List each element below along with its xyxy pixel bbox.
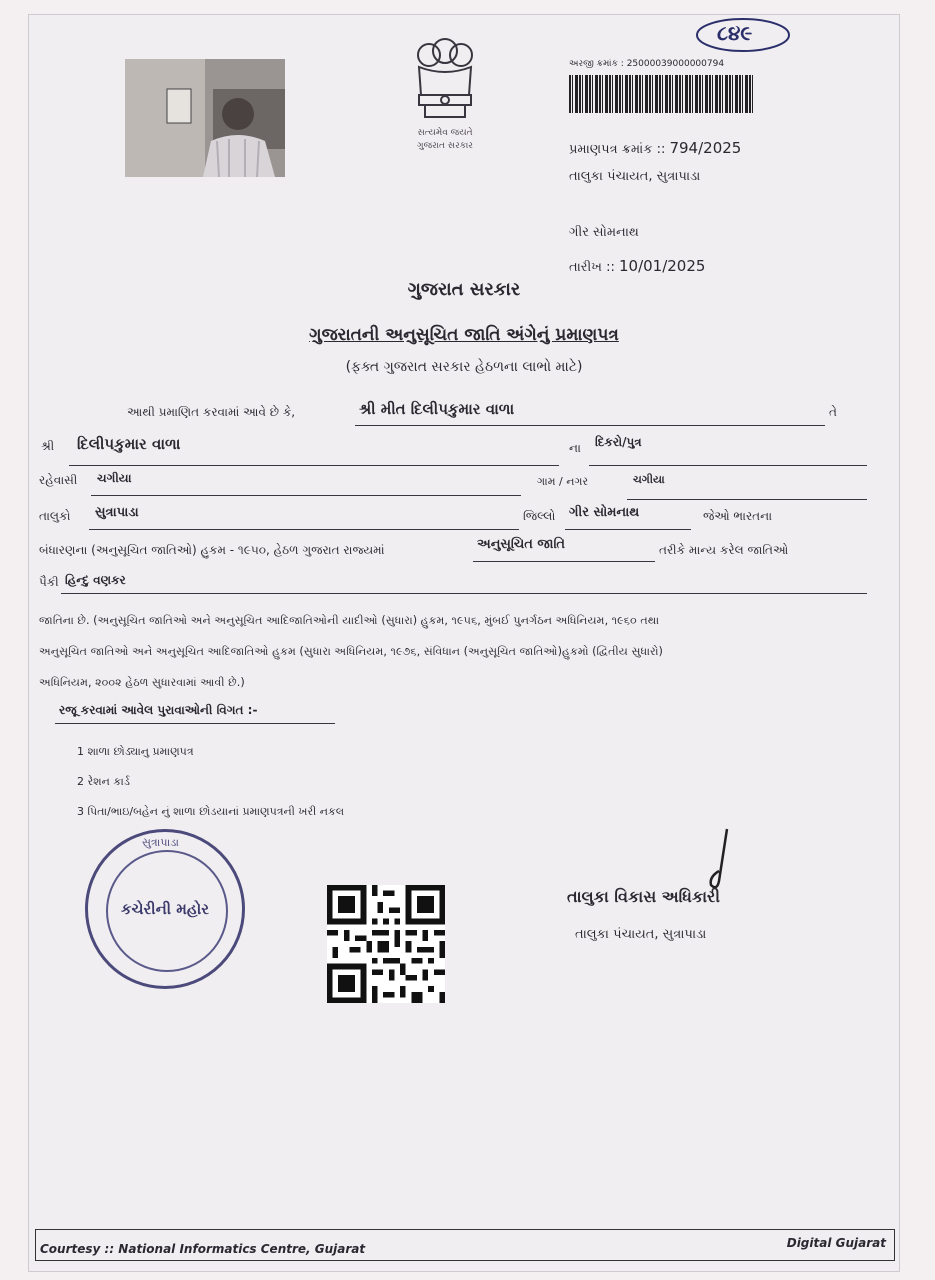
handwritten-number: ૮૪૯ (717, 21, 753, 45)
father-name-line (69, 465, 559, 466)
subcaste-value: હિન્દુ વણકર (65, 573, 126, 587)
evidence-heading: રજૂ કરવામાં આવેલ પુરાવાઓની વિગત :- (59, 703, 258, 717)
father-prefix: શ્રી (41, 439, 55, 453)
evidence-list (77, 737, 344, 827)
applicant-photo (125, 59, 285, 177)
caste-category-line (473, 561, 655, 562)
legal-paragraph (39, 605, 889, 698)
relation-prefix: ના (569, 441, 581, 455)
relation-value: દિકરો/પુત્ર (595, 435, 642, 449)
office-seal (85, 829, 245, 989)
seal-ring-text: સુત્રાપાડા (142, 836, 179, 849)
certify-prefix: આથી પ્રમાણિત કરવામાં આવે છે કે, (127, 405, 296, 419)
father-name: દિલીપકુમાર વાળા (77, 435, 181, 453)
application-number: અરજી ક્રમાંક : 25000039000000794 (569, 59, 725, 69)
caste-category: અનુસૂચિત જાતિ (477, 537, 566, 552)
certificate-number-row (569, 139, 741, 157)
evidence-item: 3 પિતા/ભાઇ/બહેન નું શાળા છોડયાનાં પ્રમાણપત્રની ખરી નકલ (77, 805, 345, 818)
district-line: ગીર સોમનાથ (569, 225, 639, 240)
barcode (569, 75, 753, 113)
taluka-value: સુત્રાપાડા (95, 505, 139, 520)
state-emblem (399, 33, 491, 153)
recognized-text: તરીકે માન્ય કરેલ જાતિઓ (659, 543, 789, 557)
legal-paragraph-line-1: જાતિના છે. (અનુસૂચિત જાતિઓ અને અનુસૂચિત આદિજાતિઓની યાદીઓ (સુધારા) હુકમ, ૧૯૫૬, મુંબઈ પુનર્ગઠન અધિનિયમ, ૧૯૬૦ તથા (39, 614, 660, 627)
emblem-caption-1: સત્યમેવ જયતે (417, 128, 473, 138)
relation-line (589, 465, 867, 466)
district-value: ગીર સોમનાથ (569, 505, 640, 520)
emblem-caption-2: ગુજરાત સરકાર (417, 141, 473, 151)
village-value: ચગીયા (633, 473, 665, 486)
government-heading: ગુજરાત સરકાર (407, 279, 521, 300)
legal-paragraph-line-2: અનુસૂચિત જાતિઓ અને અનુસૂચિત આદિજાતિઓ હુકમ (સુધારા અધિનિયમ, ૧૯૭૬, સંવિધાન (અનુસૂચિત જાતિઓ)હુકમો (દ્વિતીય સુધારો) (39, 645, 663, 658)
issue-date-label: તારીખ (569, 260, 602, 275)
taluka-line (89, 529, 519, 530)
footer-bar (35, 1229, 895, 1261)
resident-label: રહેવાસી (39, 473, 78, 487)
evidence-heading-underline (55, 723, 335, 724)
certificate-number-sep: :: (656, 142, 666, 157)
village-line (627, 499, 867, 500)
qr-code (327, 885, 445, 1003)
certificate-number: 794/2025 (669, 139, 742, 157)
issuing-office: તાલુકા પંચાયત, સુત્રાપાડા (569, 169, 701, 184)
footer-brand: Digital Gujarat (786, 1236, 886, 1250)
subcaste-line (61, 593, 867, 594)
village-label: ગામ / નગર (537, 475, 589, 488)
district-line-underline (565, 529, 691, 530)
footer-courtesy: Courtesy :: National Informatics Centre, Gujarat (40, 1242, 366, 1256)
evidence-item: 2 રેશન કાર્ડ (77, 775, 130, 788)
order-text: બંધારણના (અનુસૂચિત જાતિઓ) હુકમ - ૧૯૫૦, હેઠળ ગુજરાત રાજ્યમાં (39, 543, 385, 557)
seal-text: કચેરીની મહોર (120, 900, 210, 918)
certificate-subtitle: (ફક્ત ગુજરાત સરકાર હેઠળના લાભો માટે) (345, 359, 583, 375)
legal-paragraph-line-3: અધિનિયમ, ૨૦૦૨ હેઠળ સુધારવામાં આવી છે.) (39, 676, 245, 689)
district-label: જિલ્લો (523, 509, 556, 523)
applicant-name: શ્રી મીત દિલીપકુમાર વાળા (359, 400, 515, 418)
india-text: જેઓ ભારતના (703, 509, 773, 523)
resident-line (91, 495, 521, 496)
certificate-number-label: પ્રમાણપત્ર ક્રમાંક (569, 142, 653, 157)
taluka-label: તાલુકો (39, 509, 71, 523)
issue-date-row (569, 257, 705, 275)
certificate-title: ગુજરાતની અનુસૂચિત જાતિ અંગેનું પ્રમાણપત્ર (309, 325, 619, 345)
certificate-sheet (28, 14, 900, 1272)
subcaste-label: પૈકી (39, 575, 59, 589)
signatory-office: તાલુકા પંચાયત, સુત્રાપાડા (575, 927, 707, 942)
resident-value: ચગીયા (97, 471, 132, 485)
issue-date: 10/01/2025 (618, 257, 706, 275)
evidence-item: 1 શાળા છોડ્યાનુ પ્રમાણપત્ર (77, 745, 194, 758)
handwritten-number-circle (693, 15, 793, 55)
signatory-title: તાલુકા વિકાસ અધિકારી (567, 887, 720, 906)
certify-suffix: તે (829, 405, 837, 419)
applicant-name-line (355, 425, 825, 426)
issue-date-sep: :: (606, 260, 615, 275)
